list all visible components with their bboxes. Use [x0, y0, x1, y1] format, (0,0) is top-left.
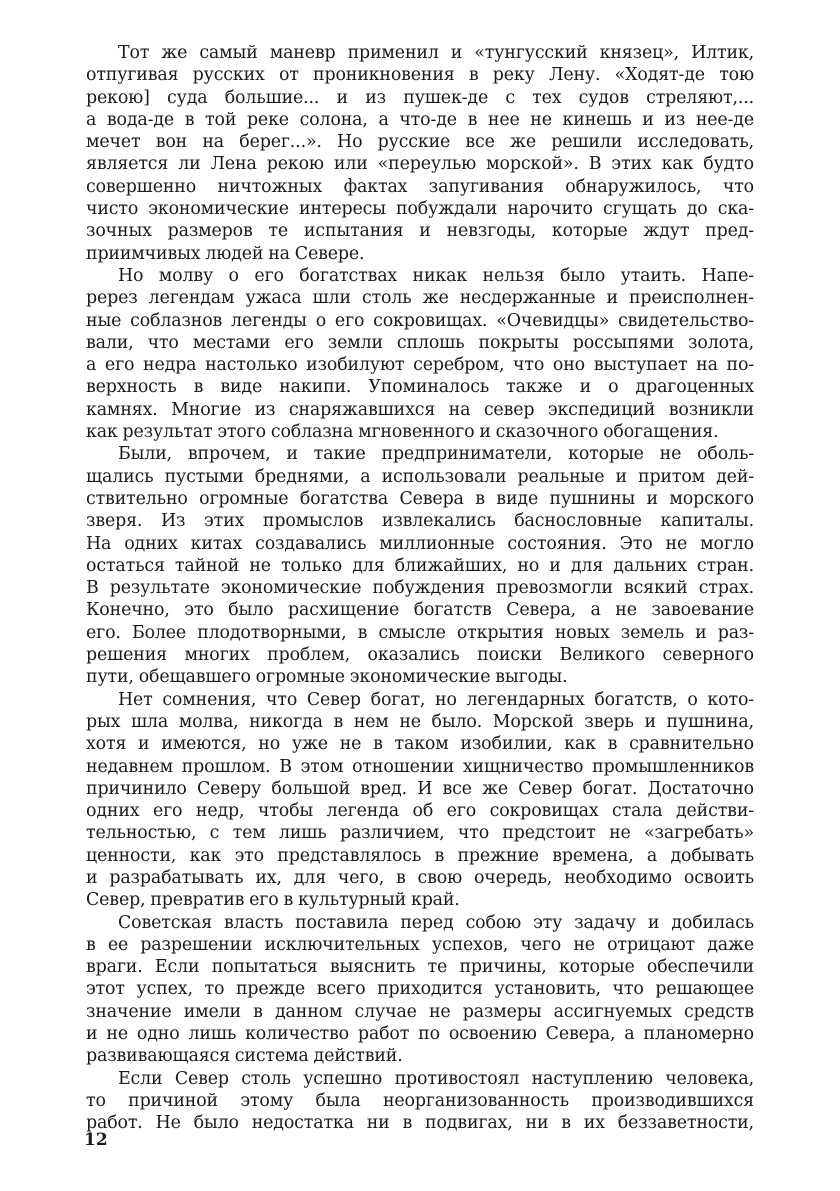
text-line: ререз легендам ужаса шли столь же несдержанные и преисполнен- [86, 288, 754, 309]
text-line: зочных размеров те испытания и невзгоды, которые ждут пред- [86, 221, 754, 242]
text-line: приимчивых людей на Севере. [86, 243, 365, 264]
text-line: зверя. Из этих промыслов извлекались баснословные капиталы. [86, 511, 754, 532]
text-line: развивающаяся система действий. [86, 1046, 403, 1067]
text-line: ствительно огромные богатства Севера в виде пушнины и морского [86, 488, 754, 509]
text-line: чисто экономические интересы побуждали нарочито сгущать до ска- [86, 199, 754, 220]
text-line: рекою] суда большие... и из пушек-де с тех судов стреляют,... [86, 87, 754, 108]
text-line: его. Более плодотворными, в смысле открытия новых земель и раз- [86, 622, 754, 643]
text-line: остаться тайной не только для ближайших, но и для дальних стран. [86, 555, 754, 576]
text-line: тельностью, с тем лишь различием, что предстоит не «загребать» [86, 823, 754, 844]
text-line: совершенно ничтожных фактах запугивания обнаружилось, что [86, 176, 754, 197]
text-line: ценности, как это представлялось в прежние времена, а добывать [86, 845, 754, 866]
text-line: является ли Лена рекою или «переулью морской». В этих как будто [86, 154, 754, 175]
text-line: значение имели в данном случае не размеры ассигнуемых средств [86, 1001, 754, 1022]
text-line: Север, превратив его в культурный край. [86, 890, 460, 911]
text-line: мечет вон на берег...». Но русские все же решили исследовать, [86, 132, 754, 153]
text-line: отпугивая русских от проникновения в реку Лену. «Ходят-де тою [86, 65, 754, 86]
text-line: и разрабатывать их, для чего, в свою очередь, необходимо освоить [86, 867, 754, 888]
text-line: щались пустыми бреднями, а использовали реальные и притом дей- [86, 466, 754, 487]
text-line: одних его недр, чтобы легенда об его сокровищах стала действи- [86, 801, 754, 822]
text-line: Были, впрочем, и такие предприниматели, которые не оболь- [118, 444, 754, 465]
text-line: Но молву о его богатствах никак нельзя было утаить. Напе- [118, 265, 754, 286]
text-line: этот успех, то прежде всего приходится установить, что решающее [86, 979, 754, 1000]
text-line: верхность в виде накипи. Упоминалось также и о драгоценных [86, 377, 754, 398]
text-line: а его недра настолько изобилуют серебром, что оно выступает на по- [86, 355, 754, 376]
body-text [86, 42, 754, 1135]
text-line: Советская власть поставила перед собою эту задачу и добилась [118, 912, 754, 933]
text-line: хотя и имеются, но уже не в таком изобилии, как в сравнительно [86, 734, 754, 755]
text-line: В результате экономические побуждения превозмогли всякий страх. [86, 578, 754, 599]
text-line: рых шла молва, никогда в нем не было. Морской зверь и пушнина, [86, 711, 754, 732]
text-line: Если Север столь успешно противостоял наступлению человека, [118, 1068, 754, 1089]
text-line: недавнем прошлом. В этом отношении хищничество промышленников [86, 756, 754, 777]
text-line: ные соблазнов легенды о его сокровищах. «Очевидцы» свидетельство- [86, 310, 754, 331]
text-line: а вода-де в той реке солона, а что-де в нее не кинешь и из нее-де [86, 109, 754, 130]
text-line: Нет сомнения, что Север богат, но легендарных богатств, о кото- [118, 689, 754, 710]
text-line: то причиной этому была неорганизованность производившихся [86, 1090, 754, 1111]
text-line: как результат этого соблазна мгновенного и сказочного обогащения. [86, 422, 719, 443]
text-line: камнях. Многие из снаряжавшихся на север экспедиций возникли [86, 399, 754, 420]
text-line: Конечно, это было расхищение богатств Севера, а не завоевание [86, 600, 754, 621]
text-line: и не одно лишь количество работ по освоению Севера, а планомерно [86, 1024, 754, 1045]
text-line: решения многих проблем, оказались поиски Великого северного [86, 645, 754, 666]
text-line: На одних китах создавались миллионные состояния. Это не могло [86, 533, 754, 554]
text-line: причинило Северу большой вред. И все же Север богат. Достаточно [86, 778, 754, 799]
text-line: враги. Если попытаться выяснить те причины, которые обеспечили [86, 957, 754, 978]
text-line: работ. Не было недостатка ни в подвигах, ни в их беззаветности, [86, 1113, 754, 1134]
text-line: вали, что местами его земли сплошь покрыты россыпями золота, [86, 332, 754, 353]
text-line: в ее разрешении исключительных успехов, чего не отрицают даже [86, 934, 754, 955]
page-number: 12 [84, 1130, 108, 1150]
text-line: пути, обещавшего огромные экономические выгоды. [86, 667, 568, 688]
text-line: Тот же самый маневр применил и «тунгусский князец», Илтик, [118, 43, 754, 63]
